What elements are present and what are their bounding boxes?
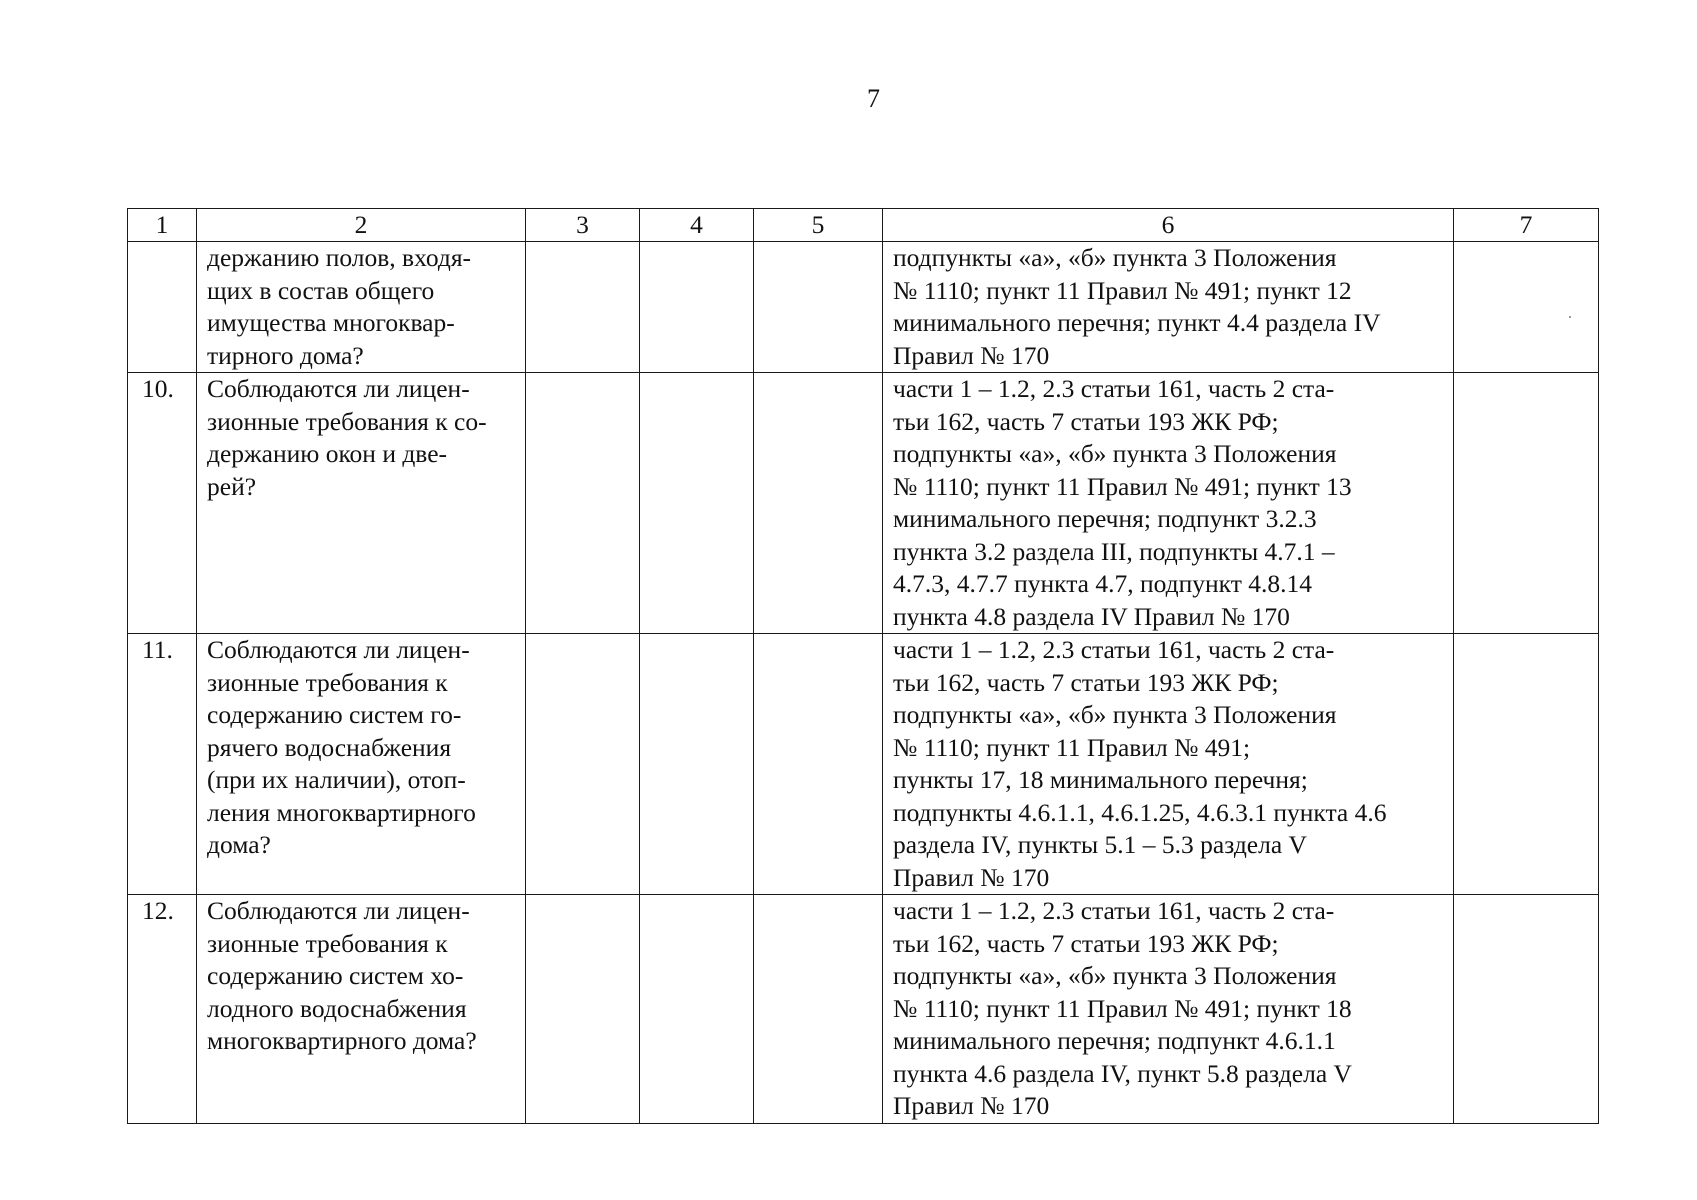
reference-line: тьи 162, часть 7 статьи 193 ЖК РФ; (893, 406, 1279, 436)
checklist-table (127, 208, 1599, 1124)
column-5-cell (754, 373, 883, 634)
references-cell (883, 634, 1454, 895)
header-row (128, 209, 1599, 242)
reference-line: подпункты 4.6.1.1, 4.6.1.25, 4.6.3.1 пункта 4.6 (893, 797, 1387, 827)
question-cell (197, 895, 526, 1124)
column-5-cell (754, 634, 883, 895)
reference-line: минимального перечня; подпункт 3.2.3 (893, 504, 1317, 533)
question-line: держанию окон и две- (207, 439, 448, 468)
column-header-5: 5 (754, 209, 883, 242)
column-3-cell (526, 634, 640, 895)
column-header-7: 7 (1454, 209, 1599, 242)
references-cell (883, 242, 1454, 373)
column-3-cell (526, 895, 640, 1124)
references-cell (883, 373, 1454, 634)
column-4-cell (640, 373, 754, 634)
row-number: 10. (128, 373, 197, 634)
row-number: 11. (128, 634, 197, 895)
column-7-cell (1454, 242, 1599, 373)
question-cell (197, 634, 526, 895)
column-7-cell (1454, 634, 1599, 895)
column-7-cell (1454, 895, 1599, 1124)
question-line: содержанию систем го- (207, 700, 462, 729)
references-cell (883, 895, 1454, 1124)
column-4-cell (640, 634, 754, 895)
table-body (128, 242, 1599, 1124)
reference-line: тьи 162, часть 7 статьи 193 ЖК РФ; (893, 667, 1279, 697)
question-line: щих в состав общего (207, 275, 435, 305)
question-line: Соблюдаются ли лицен- (207, 896, 470, 925)
question-line: (при их наличии), отоп- (207, 765, 466, 794)
column-header-3: 3 (526, 209, 640, 242)
table-row (128, 895, 1599, 1124)
question-line: рячего водоснабжения (207, 732, 452, 762)
reference-line: № 1110; пункт 11 Правил № 491; пункт 13 (893, 471, 1352, 501)
reference-line: № 1110; пункт 11 Правил № 491; пункт 12 (893, 275, 1352, 305)
table-row (128, 373, 1599, 634)
reference-line: Правил № 170 (893, 1091, 1050, 1120)
column-7-cell (1454, 373, 1599, 634)
column-3-cell (526, 242, 640, 373)
scan-speck (1569, 316, 1571, 318)
reference-line: пункта 4.6 раздела IV, пункт 5.8 раздела V (893, 1058, 1352, 1088)
question-line: содержанию систем хо- (207, 961, 464, 990)
question-line: зионные требования к (207, 667, 448, 697)
question-cell (197, 373, 526, 634)
column-header-6: 6 (883, 209, 1454, 242)
question-line: имущества многоквар- (207, 308, 455, 337)
reference-line: 4.7.3, 4.7.7 пункта 4.7, подпункт 4.8.14 (893, 569, 1312, 598)
question-line: Соблюдаются ли лицен- (207, 374, 470, 403)
reference-line: раздела IV, пункты 5.1 – 5.3 раздела V (893, 830, 1307, 859)
reference-line: части 1 – 1.2, 2.3 статьи 161, часть 2 ста- (893, 896, 1335, 925)
question-line: держанию полов, входя- (207, 243, 472, 272)
column-header-4: 4 (640, 209, 754, 242)
question-line: Соблюдаются ли лицен- (207, 635, 470, 664)
reference-line: подпункты «а», «б» пункта 3 Положения (893, 439, 1337, 468)
reference-line: № 1110; пункт 11 Правил № 491; (893, 732, 1251, 762)
question-line: зионные требования к (207, 928, 448, 958)
question-line: лодного водоснабжения (207, 993, 467, 1023)
question-line: многоквартирного дома? (207, 1026, 477, 1055)
column-header-2: 2 (197, 209, 526, 242)
question-cell (197, 242, 526, 373)
reference-line: Правил № 170 (893, 340, 1050, 370)
table-row (128, 242, 1599, 373)
reference-line: пункты 17, 18 минимального перечня; (893, 765, 1308, 794)
question-line: рей? (207, 471, 257, 501)
row-number (128, 242, 197, 373)
reference-line: минимального перечня; пункт 4.4 раздела IV (893, 308, 1381, 337)
reference-line: пункта 3.2 раздела III, подпункты 4.7.1 – (893, 536, 1335, 566)
column-4-cell (640, 895, 754, 1124)
page-number: 7 (867, 84, 880, 113)
question-line: дома? (207, 830, 271, 859)
column-4-cell (640, 242, 754, 373)
reference-line: Правил № 170 (893, 862, 1050, 892)
reference-line: подпункты «а», «б» пункта 3 Положения (893, 243, 1337, 272)
reference-line: № 1110; пункт 11 Правил № 491; пункт 18 (893, 993, 1352, 1023)
table-row (128, 634, 1599, 895)
reference-line: тьи 162, часть 7 статьи 193 ЖК РФ; (893, 928, 1279, 958)
column-5-cell (754, 242, 883, 373)
reference-line: подпункты «а», «б» пункта 3 Положения (893, 700, 1337, 729)
column-5-cell (754, 895, 883, 1124)
column-header-1: 1 (128, 209, 197, 242)
reference-line: подпункты «а», «б» пункта 3 Положения (893, 961, 1337, 990)
reference-line: минимального перечня; подпункт 4.6.1.1 (893, 1026, 1336, 1055)
row-number: 12. (128, 895, 197, 1124)
column-3-cell (526, 373, 640, 634)
question-line: зионные требования к со- (207, 406, 487, 436)
question-line: тирного дома? (207, 340, 364, 370)
reference-line: части 1 – 1.2, 2.3 статьи 161, часть 2 ста- (893, 635, 1335, 664)
question-line: ления многоквартирного (207, 797, 476, 827)
reference-line: пункта 4.8 раздела IV Правил № 170 (893, 601, 1290, 631)
reference-line: части 1 – 1.2, 2.3 статьи 161, часть 2 ста- (893, 374, 1335, 403)
